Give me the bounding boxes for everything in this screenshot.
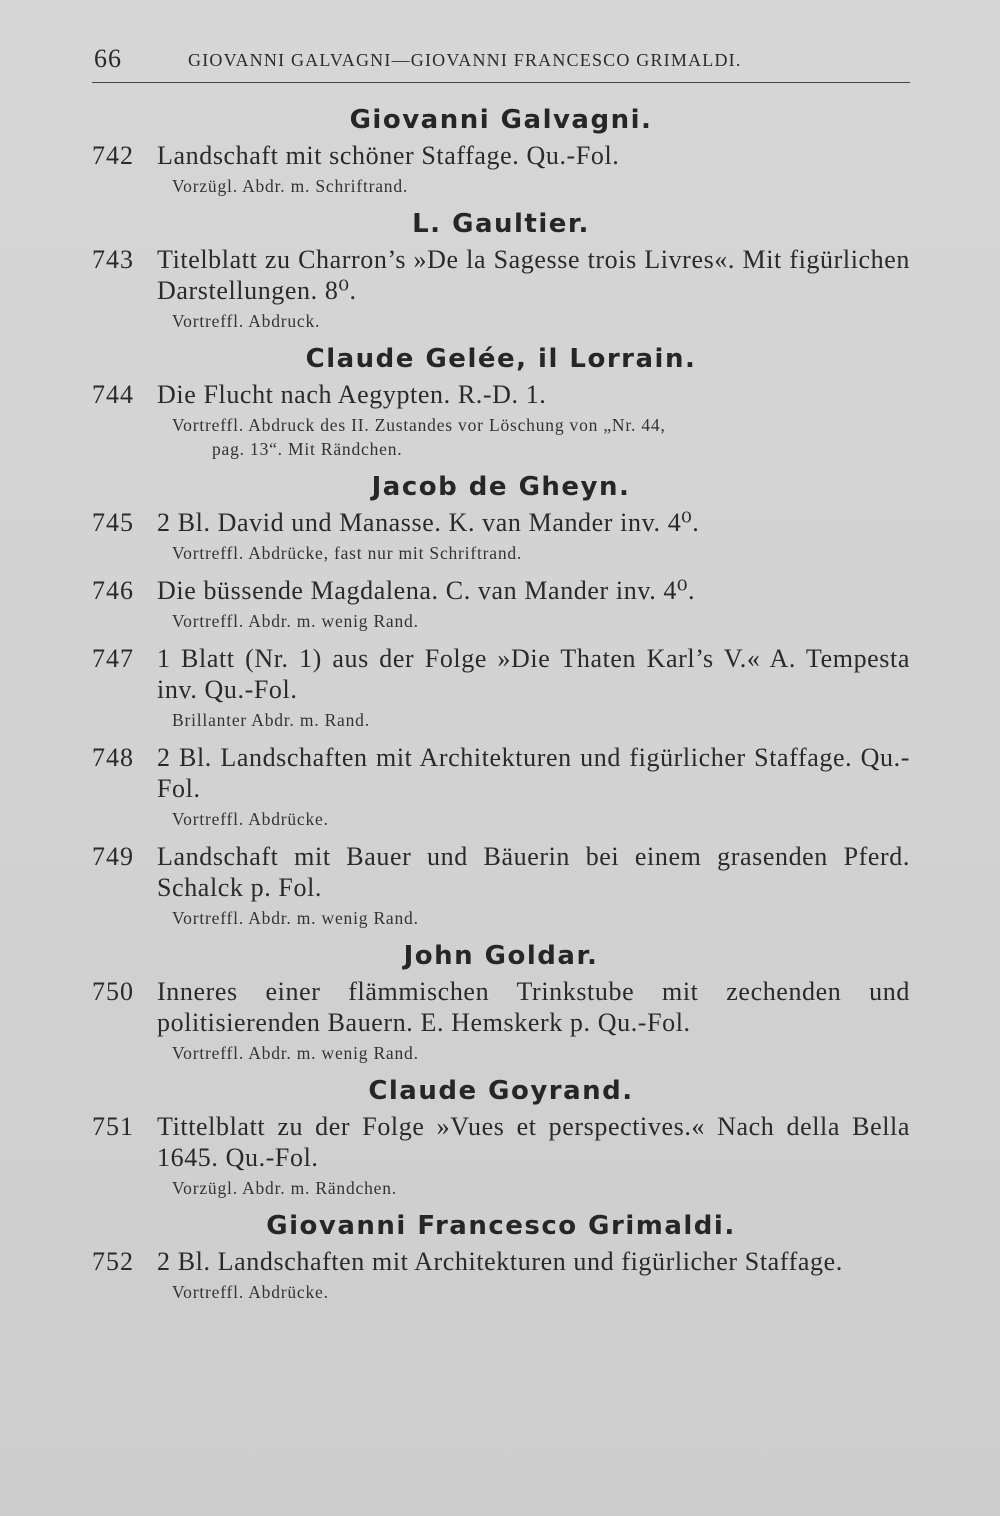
entry-description: Tittelblatt zu der Folge »Vues et perspectives.« Nach della Bella 1645. Qu.-Fol. <box>157 1112 910 1172</box>
entry-description: Landschaft mit schöner Staffage. Qu.-Fol. <box>157 141 620 170</box>
entry-number: 743 <box>92 245 134 274</box>
catalog-entry <box>92 1246 910 1304</box>
entry-condition-note <box>172 410 910 461</box>
entry-condition-note: Vortreffl. Abdr. m. wenig Rand. <box>172 1043 419 1063</box>
artist-heading: L. Gaultier. <box>412 209 590 239</box>
entry-description: 2 Bl. Landschaften mit Architekturen und figürlicher Staffage. Qu.-Fol. <box>157 743 910 803</box>
catalog-entry <box>92 841 910 930</box>
entry-number: 752 <box>92 1247 134 1276</box>
entry-condition-note: Vortreffl. Abdruck. <box>172 311 321 331</box>
entry-condition-note: Vortreffl. Abdrücke. <box>172 1282 329 1302</box>
entry-condition-note-line: pag. 13“. Mit Rändchen. <box>212 439 403 459</box>
entry-number: 748 <box>92 743 134 772</box>
entry-condition-note: Brillanter Abdr. m. Rand. <box>172 710 370 730</box>
entry-number: 750 <box>92 977 134 1006</box>
entry-description: Landschaft mit Bauer und Bäuerin bei einem grasenden Pferd. Schalck p. Fol. <box>157 842 910 902</box>
entry-description: Inneres einer flämmischen Trinkstube mit zechenden und politisierenden Bauern. E. Hemskerk p. Qu.-Fol. <box>157 977 910 1037</box>
page-number: 66 <box>94 44 122 73</box>
entry-number: 745 <box>92 508 134 537</box>
entry-condition-note: Vorzügl. Abdr. m. Rändchen. <box>172 1178 397 1198</box>
artist-heading: Giovanni Francesco Grimaldi. <box>266 1211 736 1241</box>
catalog-content <box>92 100 910 1304</box>
catalog-entry <box>92 742 910 831</box>
entry-description: Die büssende Magdalena. C. van Mander inv. 4⁰. <box>157 576 696 605</box>
entry-number: 747 <box>92 644 134 673</box>
entry-number: 749 <box>92 842 134 871</box>
entry-description: 2 Bl. David und Manasse. K. van Mander inv. 4⁰. <box>157 508 700 537</box>
catalog-entry <box>92 140 910 198</box>
entry-condition-note: Vortreffl. Abdr. m. wenig Rand. <box>172 611 419 631</box>
artist-heading: Claude Gelée, il Lorrain. <box>305 344 697 374</box>
entry-number: 742 <box>92 141 134 170</box>
entry-number: 744 <box>92 380 134 409</box>
catalog-entry <box>92 643 910 732</box>
entry-number: 751 <box>92 1112 134 1141</box>
catalog-entry <box>92 379 910 461</box>
running-title: GIOVANNI GALVAGNI—GIOVANNI FRANCESCO GRIMALDI. <box>188 50 742 70</box>
artist-heading: Jacob de Gheyn. <box>371 472 631 502</box>
catalog-entry <box>92 244 910 333</box>
entry-condition-note: Vortreffl. Abdrücke. <box>172 809 329 829</box>
artist-heading: Giovanni Galvagni. <box>349 105 653 135</box>
entry-description: 1 Blatt (Nr. 1) aus der Folge »Die Thaten Karl’s V.« A. Tempesta inv. Qu.-Fol. <box>157 644 910 704</box>
entry-description: Titelblatt zu Charron’s »De la Sagesse trois Livres«. Mit figürlichen Darstellungen. 8⁰. <box>157 245 910 305</box>
entry-description: 2 Bl. Landschaften mit Architekturen und figürlicher Staffage. <box>157 1247 843 1276</box>
entry-number: 746 <box>92 576 134 605</box>
entry-condition-note: Vorzügl. Abdr. m. Schriftrand. <box>172 176 409 196</box>
entry-condition-note: Vortreffl. Abdrücke, fast nur mit Schriftrand. <box>172 543 523 563</box>
artist-heading: John Goldar. <box>403 941 599 971</box>
page-header <box>92 44 910 83</box>
catalog-entry <box>92 976 910 1065</box>
catalog-entry <box>92 507 910 565</box>
catalog-entry <box>92 575 910 633</box>
entry-description: Die Flucht nach Aegypten. R.-D. 1. <box>157 380 547 409</box>
artist-heading: Claude Goyrand. <box>368 1076 634 1106</box>
catalog-entry <box>92 1111 910 1200</box>
entry-condition-note: Vortreffl. Abdr. m. wenig Rand. <box>172 908 419 928</box>
entry-condition-note-line: Vortreffl. Abdruck des II. Zustandes vor Löschung von „Nr. 44, <box>172 415 666 435</box>
